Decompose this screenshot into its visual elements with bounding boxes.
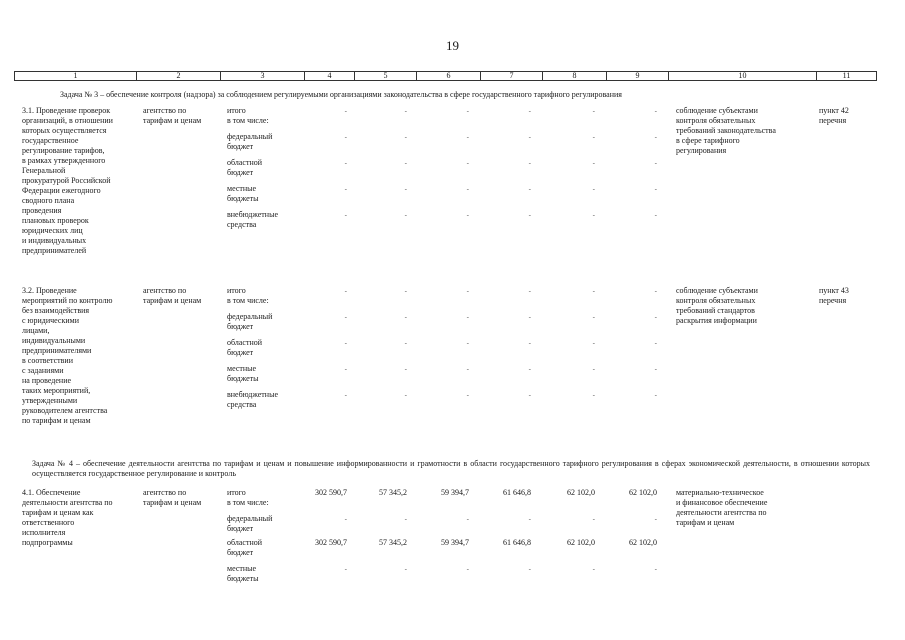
text-line: агентство по	[143, 286, 187, 295]
value-cell: -	[528, 159, 531, 167]
executor	[143, 488, 223, 508]
text-line: и финансовое обеспечение	[676, 498, 768, 507]
value-cell: -	[592, 391, 595, 399]
text-line: руководителем агентства	[22, 406, 108, 415]
text-line: перечня	[819, 296, 847, 305]
text-line: с юридическими	[22, 316, 79, 325]
value-cell: -	[654, 185, 657, 193]
funding-source-label	[227, 538, 312, 558]
value-cell: -	[592, 339, 595, 347]
text-line: внебюджетные	[227, 390, 278, 399]
expected-result	[676, 106, 808, 156]
column-number: 11	[817, 72, 877, 81]
value-cell: -	[654, 159, 657, 167]
value-cell: -	[404, 185, 407, 193]
funding-source-label	[227, 364, 312, 384]
text-line: требований законодательства	[676, 126, 776, 135]
text-line: предпринимателей	[22, 246, 87, 255]
column-number-header	[14, 71, 877, 81]
measure-name	[22, 106, 144, 256]
text-line: 3.2. Проведение	[22, 286, 77, 295]
value-cell: 62 102,0	[567, 538, 595, 547]
value-cell: -	[466, 565, 469, 573]
text-line: с заданиями	[22, 366, 64, 375]
text-line: бюджет	[227, 524, 254, 533]
value-cell: -	[404, 107, 407, 115]
text-line: областной	[227, 538, 263, 547]
text-line: утвержденными	[22, 396, 78, 405]
value-cell: -	[466, 391, 469, 399]
value-cell: -	[466, 185, 469, 193]
value-cell: -	[592, 107, 595, 115]
value-cell: -	[344, 339, 347, 347]
text-line: исполнителя	[22, 528, 66, 537]
value-cell: -	[344, 133, 347, 141]
value-cell: -	[404, 565, 407, 573]
text-line: деятельности агентства по	[22, 498, 113, 507]
value-cell: -	[466, 133, 469, 141]
text-line: деятельности агентства по	[676, 508, 767, 517]
text-line: контроля обязательных	[676, 296, 756, 305]
text-line: соблюдение субъектами	[676, 106, 758, 115]
text-line: в том числе:	[227, 498, 269, 507]
expected-result	[676, 286, 808, 326]
value-cell: -	[592, 185, 595, 193]
column-number: 9	[607, 72, 669, 81]
text-line: материально-техническое	[676, 488, 764, 497]
text-line: регулирование тарифов,	[22, 146, 105, 155]
text-line: в том числе:	[227, 296, 269, 305]
value-cell: -	[528, 565, 531, 573]
text-line: раскрытия информации	[676, 316, 757, 325]
column-number: 7	[481, 72, 543, 81]
value-cell: -	[654, 391, 657, 399]
value-cell: -	[344, 365, 347, 373]
text-line: предпринимателями	[22, 346, 92, 355]
column-number: 5	[355, 72, 417, 81]
value-cell: -	[654, 287, 657, 295]
text-line: 3.1. Проведение проверок	[22, 106, 111, 115]
value-cell: -	[654, 565, 657, 573]
value-cell: 62 102,0	[629, 538, 657, 547]
column-number: 6	[417, 72, 481, 81]
text-line: федеральный	[227, 514, 273, 523]
value-cell: 59 394,7	[441, 538, 469, 547]
text-line: местные	[227, 564, 257, 573]
executor	[143, 106, 223, 126]
text-line: таких мероприятий,	[22, 386, 91, 395]
funding-source-label	[227, 390, 312, 410]
value-cell: -	[592, 365, 595, 373]
column-number: 8	[543, 72, 607, 81]
value-cell: -	[404, 365, 407, 373]
text-line: бюджеты	[227, 194, 259, 203]
measure-3-2	[14, 286, 876, 446]
measure-name	[22, 488, 144, 548]
value-cell: 59 394,7	[441, 488, 469, 497]
list-reference	[819, 286, 871, 306]
text-line: бюджет	[227, 168, 254, 177]
text-line: юридических лиц	[22, 226, 83, 235]
text-line: в том числе:	[227, 116, 269, 125]
value-cell: -	[592, 565, 595, 573]
text-line: местные	[227, 364, 257, 373]
value-cell: -	[344, 391, 347, 399]
text-line: мероприятий по контролю	[22, 296, 113, 305]
funding-source-label	[227, 514, 312, 534]
value-cell: -	[344, 287, 347, 295]
value-cell: -	[528, 365, 531, 373]
value-cell: -	[592, 211, 595, 219]
text-line: ответственного	[22, 518, 75, 527]
value-cell: -	[404, 515, 407, 523]
value-cell: -	[404, 313, 407, 321]
text-line: бюджет	[227, 322, 254, 331]
column-number: 3	[221, 72, 305, 81]
text-line: областной	[227, 338, 263, 347]
text-line: в соответствии	[22, 356, 73, 365]
funding-source-label	[227, 184, 312, 204]
value-cell: 62 102,0	[567, 488, 595, 497]
value-cell: -	[404, 133, 407, 141]
value-cell: -	[404, 339, 407, 347]
funding-source-label	[227, 106, 312, 126]
value-cell: -	[528, 211, 531, 219]
task-3-header: Задача № 3 – обеспечение контроля (надзора) за соблюдением регулируемыми организациями законодательства в сфере государственного тарифного регулирования	[60, 90, 622, 99]
text-line: средства	[227, 220, 257, 229]
task-4-header: Задача № 4 – обеспечение деятельности агентства по тарифам и ценам и повышение информированности и грамотности в области государственного тарифного регулирования в сферах экономической деятельности, в отношении которых осуществляется государственное регулирование и контроль	[32, 459, 870, 478]
text-line: средства	[227, 400, 257, 409]
column-number: 4	[305, 72, 355, 81]
text-line: итого	[227, 488, 246, 497]
text-line: пункт 42	[819, 106, 849, 115]
text-line: Генеральной	[22, 166, 66, 175]
value-cell: -	[592, 133, 595, 141]
funding-source-label	[227, 564, 312, 584]
text-line: местные	[227, 184, 257, 193]
value-cell: -	[654, 339, 657, 347]
value-cell: -	[528, 515, 531, 523]
value-cell: -	[404, 211, 407, 219]
value-cell: -	[654, 313, 657, 321]
text-line: государственное	[22, 136, 79, 145]
text-line: итого	[227, 286, 246, 295]
value-cell: -	[344, 313, 347, 321]
value-cell: -	[654, 211, 657, 219]
text-line: федеральный	[227, 132, 273, 141]
funding-source-label	[227, 286, 312, 306]
text-line: бюджеты	[227, 374, 259, 383]
text-line: агентство по	[143, 488, 187, 497]
value-cell: -	[466, 287, 469, 295]
text-line: в рамках утвержденного	[22, 156, 106, 165]
value-cell: -	[404, 287, 407, 295]
text-line: лицами,	[22, 326, 50, 335]
value-cell: -	[344, 107, 347, 115]
value-cell: -	[404, 391, 407, 399]
funding-source-label	[227, 338, 312, 358]
value-cell: -	[466, 365, 469, 373]
text-line: перечня	[819, 116, 847, 125]
measure-name	[22, 286, 144, 426]
executor	[143, 286, 223, 306]
text-line: Федерации ежегодного	[22, 186, 101, 195]
value-cell: -	[466, 211, 469, 219]
text-line: без взаимодействия	[22, 306, 90, 315]
measure-4-1	[14, 488, 876, 588]
measure-3-1	[14, 106, 876, 276]
value-cell: 302 590,7	[315, 488, 347, 497]
value-cell: -	[592, 159, 595, 167]
text-line: которых осуществляется	[22, 126, 107, 135]
value-cell: -	[344, 211, 347, 219]
page-number: 19	[446, 38, 459, 53]
text-line: подпрограммы	[22, 538, 73, 547]
text-line: тарифам и ценам	[676, 518, 735, 527]
value-cell: -	[466, 313, 469, 321]
text-line: тарифам и ценам	[143, 116, 202, 125]
value-cell: -	[654, 365, 657, 373]
value-cell: -	[654, 515, 657, 523]
text-line: агентство по	[143, 106, 187, 115]
value-cell: -	[528, 107, 531, 115]
text-line: бюджет	[227, 348, 254, 357]
text-line: регулирования	[676, 146, 727, 155]
funding-source-label	[227, 210, 312, 230]
value-cell: -	[344, 185, 347, 193]
text-line: по тарифам и ценам	[22, 416, 91, 425]
text-line: на проведение	[22, 376, 72, 385]
value-cell: -	[344, 515, 347, 523]
text-line: и индивидуальных	[22, 236, 87, 245]
list-reference	[819, 106, 871, 126]
text-line: областной	[227, 158, 263, 167]
value-cell: -	[592, 313, 595, 321]
text-line: индивидуальными	[22, 336, 86, 345]
value-cell: -	[466, 107, 469, 115]
text-line: контроля обязательных	[676, 116, 756, 125]
value-cell: -	[466, 159, 469, 167]
text-line: организаций, в отношении	[22, 116, 113, 125]
value-cell: -	[654, 107, 657, 115]
text-line: тарифам и ценам как	[22, 508, 94, 517]
value-cell: -	[654, 133, 657, 141]
value-cell: -	[528, 339, 531, 347]
value-cell: -	[466, 515, 469, 523]
text-line: в сфере тарифного	[676, 136, 740, 145]
text-line: итого	[227, 106, 246, 115]
text-line: тарифам и ценам	[143, 296, 202, 305]
value-cell: 57 345,2	[379, 538, 407, 547]
text-line: требований стандартов	[676, 306, 755, 315]
value-cell: -	[528, 133, 531, 141]
value-cell: -	[592, 515, 595, 523]
text-line: соблюдение субъектами	[676, 286, 758, 295]
value-cell: 61 646,8	[503, 538, 531, 547]
text-line: плановых проверок	[22, 216, 89, 225]
text-line: пункт 43	[819, 286, 849, 295]
value-cell: -	[528, 313, 531, 321]
value-cell: -	[404, 159, 407, 167]
value-cell: -	[528, 185, 531, 193]
value-cell: -	[344, 159, 347, 167]
text-line: федеральный	[227, 312, 273, 321]
text-line: тарифам и ценам	[143, 498, 202, 507]
text-line: прокуратурой Российской	[22, 176, 111, 185]
value-cell: -	[592, 287, 595, 295]
text-line: бюджет	[227, 548, 254, 557]
value-cell: 302 590,7	[315, 538, 347, 547]
funding-source-label	[227, 488, 312, 508]
column-number: 10	[669, 72, 817, 81]
text-line: внебюджетные	[227, 210, 278, 219]
funding-source-label	[227, 158, 312, 178]
text-line: бюджет	[227, 142, 254, 151]
value-cell: 61 646,8	[503, 488, 531, 497]
value-cell: -	[344, 565, 347, 573]
text-line: проведения	[22, 206, 62, 215]
column-number: 2	[137, 72, 221, 81]
text-line: 4.1. Обеспечение	[22, 488, 81, 497]
value-cell: 62 102,0	[629, 488, 657, 497]
expected-result	[676, 488, 808, 528]
column-number: 1	[15, 72, 137, 81]
funding-source-label	[227, 312, 312, 332]
value-cell: -	[466, 339, 469, 347]
value-cell: 57 345,2	[379, 488, 407, 497]
value-cell: -	[528, 287, 531, 295]
funding-source-label	[227, 132, 312, 152]
value-cell: -	[528, 391, 531, 399]
text-line: сводного плана	[22, 196, 75, 205]
text-line: бюджеты	[227, 574, 259, 583]
